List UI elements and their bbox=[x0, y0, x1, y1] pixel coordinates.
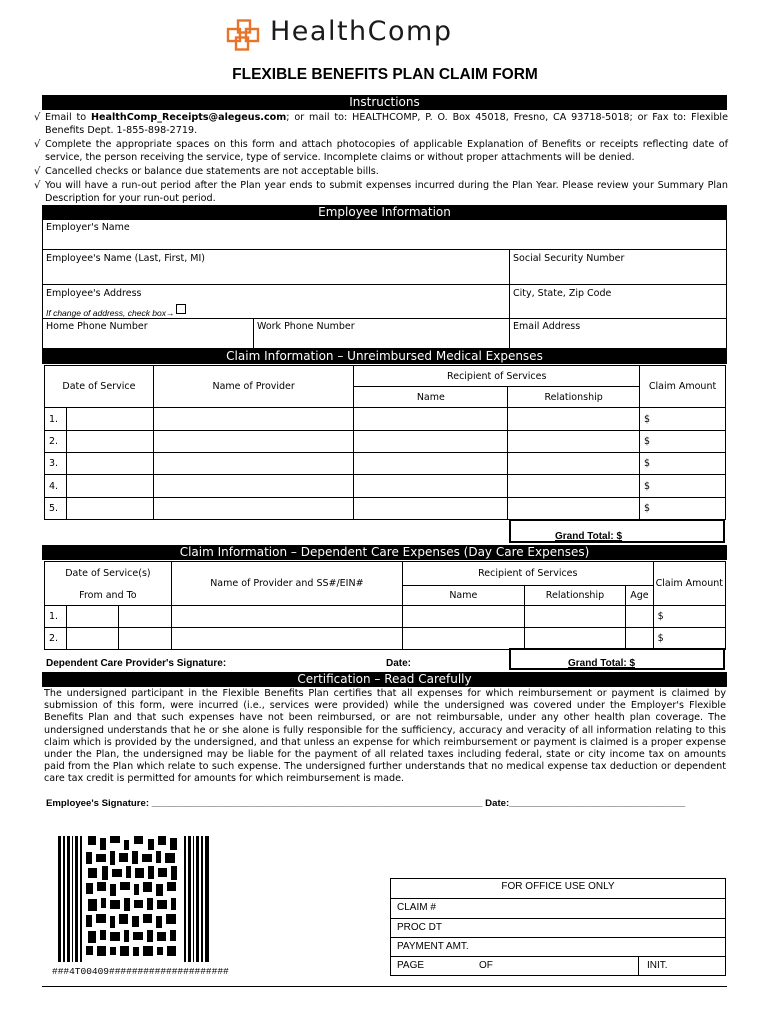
relationship-cell[interactable] bbox=[508, 453, 640, 475]
col-recipient-of-services: Recipient of Services bbox=[354, 366, 640, 387]
provider-signature-label: Dependent Care Provider's Signature: bbox=[46, 658, 227, 669]
office-use-box bbox=[390, 878, 726, 976]
provider-cell[interactable] bbox=[153, 475, 354, 498]
dependent-claim-row bbox=[45, 628, 726, 650]
barcode-caption: ###4T00409##################### bbox=[52, 966, 229, 977]
date-cell[interactable] bbox=[66, 498, 153, 520]
name-cell[interactable] bbox=[354, 498, 508, 520]
form-title: FLEXIBLE BENEFITS PLAN CLAIM FORM bbox=[232, 66, 538, 83]
name-cell[interactable] bbox=[354, 453, 508, 475]
provider-cell[interactable] bbox=[153, 431, 354, 453]
relationship-cell[interactable] bbox=[508, 408, 640, 431]
medical-grand-total-box[interactable] bbox=[509, 519, 725, 543]
row-number: 5. bbox=[45, 498, 67, 520]
payment-amt-field[interactable]: PAYMENT AMT. bbox=[391, 937, 725, 956]
amount-cell[interactable]: $ bbox=[653, 628, 725, 650]
row-number: 3. bbox=[45, 453, 67, 475]
init-field[interactable]: INIT. bbox=[647, 960, 668, 971]
provider-cell[interactable] bbox=[153, 453, 354, 475]
name-cell[interactable] bbox=[354, 408, 508, 431]
col-from-and-to: From and To bbox=[45, 586, 172, 606]
relationship-cell[interactable] bbox=[508, 475, 640, 498]
medical-claims-table bbox=[44, 365, 726, 520]
age-cell[interactable] bbox=[626, 628, 653, 650]
email-field[interactable]: Email Address bbox=[509, 318, 727, 349]
relationship-cell[interactable] bbox=[524, 606, 625, 628]
name-cell[interactable] bbox=[354, 475, 508, 498]
employee-info-heading: Employee Information bbox=[42, 205, 727, 220]
col-dep-recipient-of-services: Recipient of Services bbox=[402, 562, 653, 586]
row-number: 4. bbox=[45, 475, 67, 498]
col-claim-amount: Claim Amount bbox=[640, 366, 726, 408]
dependent-grand-total-label: Grand Total: $ bbox=[568, 658, 636, 669]
medical-grand-total-label: Grand Total: $ bbox=[555, 531, 623, 542]
col-provider-ss-ein: Name of Provider and SS#/EIN# bbox=[171, 562, 402, 606]
of-label: OF bbox=[479, 960, 493, 971]
row-number: 2. bbox=[45, 431, 67, 453]
col-dep-relationship: Relationship bbox=[524, 586, 625, 606]
provider-cell[interactable] bbox=[153, 498, 354, 520]
name-cell[interactable] bbox=[354, 431, 508, 453]
row-number: 2. bbox=[45, 628, 67, 650]
date-cell[interactable] bbox=[66, 453, 153, 475]
date-cell[interactable] bbox=[66, 431, 153, 453]
amount-cell[interactable]: $ bbox=[640, 498, 726, 520]
to-date-cell[interactable] bbox=[119, 606, 172, 628]
home-phone-field[interactable]: Home Phone Number bbox=[42, 318, 254, 349]
amount-cell[interactable]: $ bbox=[640, 475, 726, 498]
date-cell[interactable] bbox=[66, 408, 153, 431]
barcode-icon bbox=[58, 836, 212, 962]
instruction-item: √ You will have a run-out period after the Plan year ends to submit expenses incurred during the Plan Year. Please review your Summary Plan Description for your run-out period. bbox=[34, 180, 728, 205]
healthcomp-logo bbox=[226, 18, 526, 54]
change-address-checkbox[interactable] bbox=[176, 304, 186, 314]
col-dates-of-service: Date of Service(s) bbox=[45, 562, 172, 586]
employee-signature-line[interactable]: Employee's Signature: ______________________________________________________________ Date:_________________________________ bbox=[46, 798, 686, 809]
provider-cell[interactable] bbox=[171, 606, 402, 628]
relationship-cell[interactable] bbox=[508, 431, 640, 453]
to-date-cell[interactable] bbox=[119, 628, 172, 650]
row-number: 1. bbox=[45, 606, 67, 628]
instruction-item: √ Complete the appropriate spaces on this form and attach photocopies of applicable Explanation of Benefits or receipts reflecting date of service, the person receiving the service, type of service. Incomplete claims or without proper attachments will be denied. bbox=[34, 139, 728, 164]
col-recipient-relationship: Relationship bbox=[508, 387, 640, 408]
employer-name-field[interactable]: Employer's Name bbox=[42, 219, 727, 250]
provider-signature-date-label: Date: bbox=[386, 658, 412, 669]
col-date-of-service: Date of Service bbox=[45, 366, 154, 408]
col-name-of-provider: Name of Provider bbox=[153, 366, 354, 408]
col-dep-age: Age bbox=[626, 586, 653, 606]
from-date-cell[interactable] bbox=[66, 606, 119, 628]
healthcomp-logo-mark-icon bbox=[226, 19, 260, 51]
col-dep-claim-amount: Claim Amount bbox=[653, 562, 725, 606]
medical-claim-row bbox=[45, 453, 726, 475]
instruction-item: √ Email to HealthComp_Receipts@alegeus.com; or mail to: HEALTHCOMP, P. O. Box 45018, Fresno, CA 93718-5018; or Fax to: Flexible Benefits Dept. 1-855-898-2719. bbox=[34, 112, 729, 137]
page-label: PAGE bbox=[397, 960, 425, 971]
col-recipient-name: Name bbox=[354, 387, 508, 408]
age-cell[interactable] bbox=[626, 606, 653, 628]
col-dep-name: Name bbox=[402, 586, 524, 606]
page-row bbox=[391, 956, 725, 976]
office-use-heading: FOR OFFICE USE ONLY bbox=[501, 881, 615, 892]
provider-cell[interactable] bbox=[153, 408, 354, 431]
dependent-claims-table bbox=[44, 561, 726, 650]
relationship-cell[interactable] bbox=[508, 498, 640, 520]
dependent-grand-total-box[interactable] bbox=[509, 648, 725, 670]
work-phone-field[interactable]: Work Phone Number bbox=[253, 318, 510, 349]
medical-claims-heading: Claim Information – Unreimbursed Medical Expenses bbox=[42, 349, 727, 364]
bottom-rule bbox=[42, 986, 727, 987]
provider-cell[interactable] bbox=[171, 628, 402, 650]
amount-cell[interactable]: $ bbox=[640, 408, 726, 431]
medical-claim-row bbox=[45, 475, 726, 498]
brand-name: HealthComp bbox=[270, 16, 453, 47]
certification-heading: Certification – Read Carefully bbox=[42, 672, 727, 687]
city-state-zip-field[interactable]: City, State, Zip Code bbox=[509, 284, 727, 319]
certification-text: The undersigned participant in the Flexible Benefits Plan certifies that all expenses for which reimbursement or payment is claimed by submission of this form, were incurred (i.e., services were provided) while the undersigned was covered under the Employer's Flexible Benefits Plan and that such expenses have not been reimbursed, or are not reimbursable, under any other health plan coverage. The undersigned understands that he or she alone is fully responsible for the sufficiency, accuracy and veracity of all information relating to this claim which is provided by the undersigned, and that unless an expense for which reimbursement or payment is claimed is a proper expense under the Plan, the undersigned may be liable for the payment of all related taxes including federal, state or city income tax on amounts paid from the Plan which relate to such expense. The undersigned further understands that no medical expense tax deduction or dependent care tax credit is permitted for amounts for which reimbursement is made. bbox=[44, 688, 726, 785]
dependent-claims-heading: Claim Information – Dependent Care Expenses (Day Care Expenses) bbox=[42, 545, 727, 560]
name-cell[interactable] bbox=[402, 628, 524, 650]
relationship-cell[interactable] bbox=[524, 628, 625, 650]
receipts-email-link[interactable]: HealthComp_Receipts@alegeus.com bbox=[90, 112, 287, 123]
date-cell[interactable] bbox=[66, 475, 153, 498]
amount-cell[interactable]: $ bbox=[653, 606, 725, 628]
amount-cell[interactable]: $ bbox=[640, 431, 726, 453]
init-divider bbox=[638, 957, 639, 976]
amount-cell[interactable]: $ bbox=[640, 453, 726, 475]
employee-name-field[interactable]: Employee's Name (Last, First, MI) bbox=[42, 249, 510, 285]
claim-number-field[interactable]: CLAIM # bbox=[391, 898, 725, 918]
medical-claim-row bbox=[45, 498, 726, 520]
dependent-claim-row bbox=[45, 606, 726, 628]
medical-claim-row bbox=[45, 431, 726, 453]
instructions-heading: Instructions bbox=[42, 95, 727, 110]
name-cell[interactable] bbox=[402, 606, 524, 628]
row-number: 1. bbox=[45, 408, 67, 431]
ssn-field[interactable]: Social Security Number bbox=[509, 249, 727, 285]
proc-dt-field[interactable]: PROC DT bbox=[391, 918, 725, 937]
medical-claim-row bbox=[45, 408, 726, 431]
from-date-cell[interactable] bbox=[66, 628, 119, 650]
instruction-item: √ Cancelled checks or balance due statements are not acceptable bills. bbox=[34, 166, 379, 177]
employee-address-field[interactable]: Employee's Address If change of address, check box→ bbox=[42, 284, 510, 319]
